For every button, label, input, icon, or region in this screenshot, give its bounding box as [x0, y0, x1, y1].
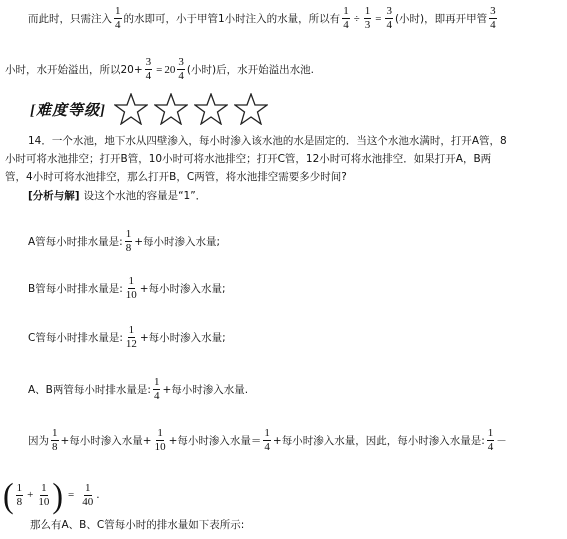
- star-outline-icon: [114, 93, 148, 125]
- fraction: $\frac{3}{4}$: [178, 56, 184, 82]
- text: 的水即可，小于甲管1小时注入的水量，所以有: [123, 13, 341, 25]
- fraction: $\frac{1}{12}$: [125, 324, 137, 350]
- line-a-rate: A管每小时排水量是: $\frac{1}{8}$ +每小时渗入水量;: [28, 228, 221, 254]
- operator: ÷: [353, 12, 360, 25]
- fraction: $\frac{1}{4}$: [153, 376, 160, 402]
- text: 小时，水开始溢出，所以20+: [5, 64, 143, 76]
- difficulty-label: [难度等级]: [30, 102, 106, 119]
- operator: =: [375, 12, 382, 25]
- line-1: [28, 6, 499, 31]
- line-b-rate: B管每小时排水量是: $\frac{1}{10}$ +每小时渗入水量;: [28, 275, 226, 301]
- result-line: ( $\frac{1}{8}$ + $\frac{1}{10}$ ) = $\frac{1}{40}$ .: [3, 475, 100, 515]
- fraction: $\frac{3}{4}$: [386, 5, 392, 31]
- right-paren: ): [52, 475, 64, 515]
- operator: =: [68, 489, 75, 501]
- text: (小时)后，水开始溢出水池.: [186, 64, 314, 76]
- fraction: $\frac{1}{3}$: [364, 5, 371, 31]
- fraction: $\frac{1}{10}$: [125, 275, 137, 301]
- fraction: $\frac{1}{4}$: [487, 427, 494, 453]
- equation-line: 因为 $\frac{1}{8}$ +每小时渗入水量+ $\frac{1}{10}$ +每小时渗入水量＝ $\frac{1}{4}$ +每小时渗入水量，因此，每小时渗入水量是: $\frac{1}{4}$ －: [28, 427, 507, 453]
- fraction: $\frac{1}{40}$: [82, 481, 94, 508]
- operator: =: [156, 63, 163, 76]
- fraction: $\frac{1}{8}$: [125, 228, 132, 254]
- fraction: $\frac{1}{4}$: [115, 5, 121, 31]
- line-ab-rate: A、B两管每小时排水量是: $\frac{1}{4}$ +每小时渗入水量.: [28, 376, 249, 402]
- problem-14-line-3: 管，4小时可将水池排空，那么打开B，C两管，将水池排空需要多少时间?: [5, 171, 347, 183]
- analysis-text: 设这个水池的容量是“1”．: [83, 190, 207, 202]
- fraction: $\frac{1}{10}$: [38, 481, 50, 508]
- problem-14-line-2: 小时可将水池排空；打开B管，10小时可将水池排空；打开C管，12小时可将水池排空．如果打开A，B两: [5, 153, 492, 165]
- analysis-line: [28, 188, 206, 203]
- fraction: $\frac{1}{8}$: [52, 427, 58, 453]
- line-final: 那么有A、B、C管每小时的排水量如下表所示:: [30, 519, 245, 531]
- fraction: $\frac{3}{4}$: [145, 56, 152, 82]
- operator: +: [27, 489, 34, 501]
- line-c-rate: C管每小时排水量是: $\frac{1}{12}$ +每小时渗入水量;: [28, 324, 226, 350]
- mixed-number: 20 $\frac{3}{4}$: [164, 56, 184, 82]
- left-paren: (: [3, 475, 14, 515]
- fraction: $\frac{1}{10}$: [154, 427, 166, 453]
- fraction: $\frac{1}{8}$: [16, 481, 23, 508]
- star-outline-icon: [234, 93, 268, 125]
- fraction: $\frac{3}{4}$: [490, 5, 496, 31]
- difficulty-rating: [30, 93, 274, 125]
- analysis-tag: [分析与解]: [28, 190, 80, 202]
- star-outline-icon: [154, 93, 188, 125]
- text: (小时)，即再开甲管: [394, 13, 488, 25]
- line-2: [5, 57, 314, 82]
- text: 而此时，只需注入: [28, 13, 112, 25]
- star-outline-icon: [194, 93, 228, 125]
- fraction: $\frac{1}{4}$: [343, 5, 349, 31]
- fraction: $\frac{1}{4}$: [264, 427, 270, 453]
- problem-14-line-1: 14．一个水池，地下水从四壁渗入，每小时渗入该水池的水是固定的．当这个水池水满时，打开A管，8: [28, 135, 507, 147]
